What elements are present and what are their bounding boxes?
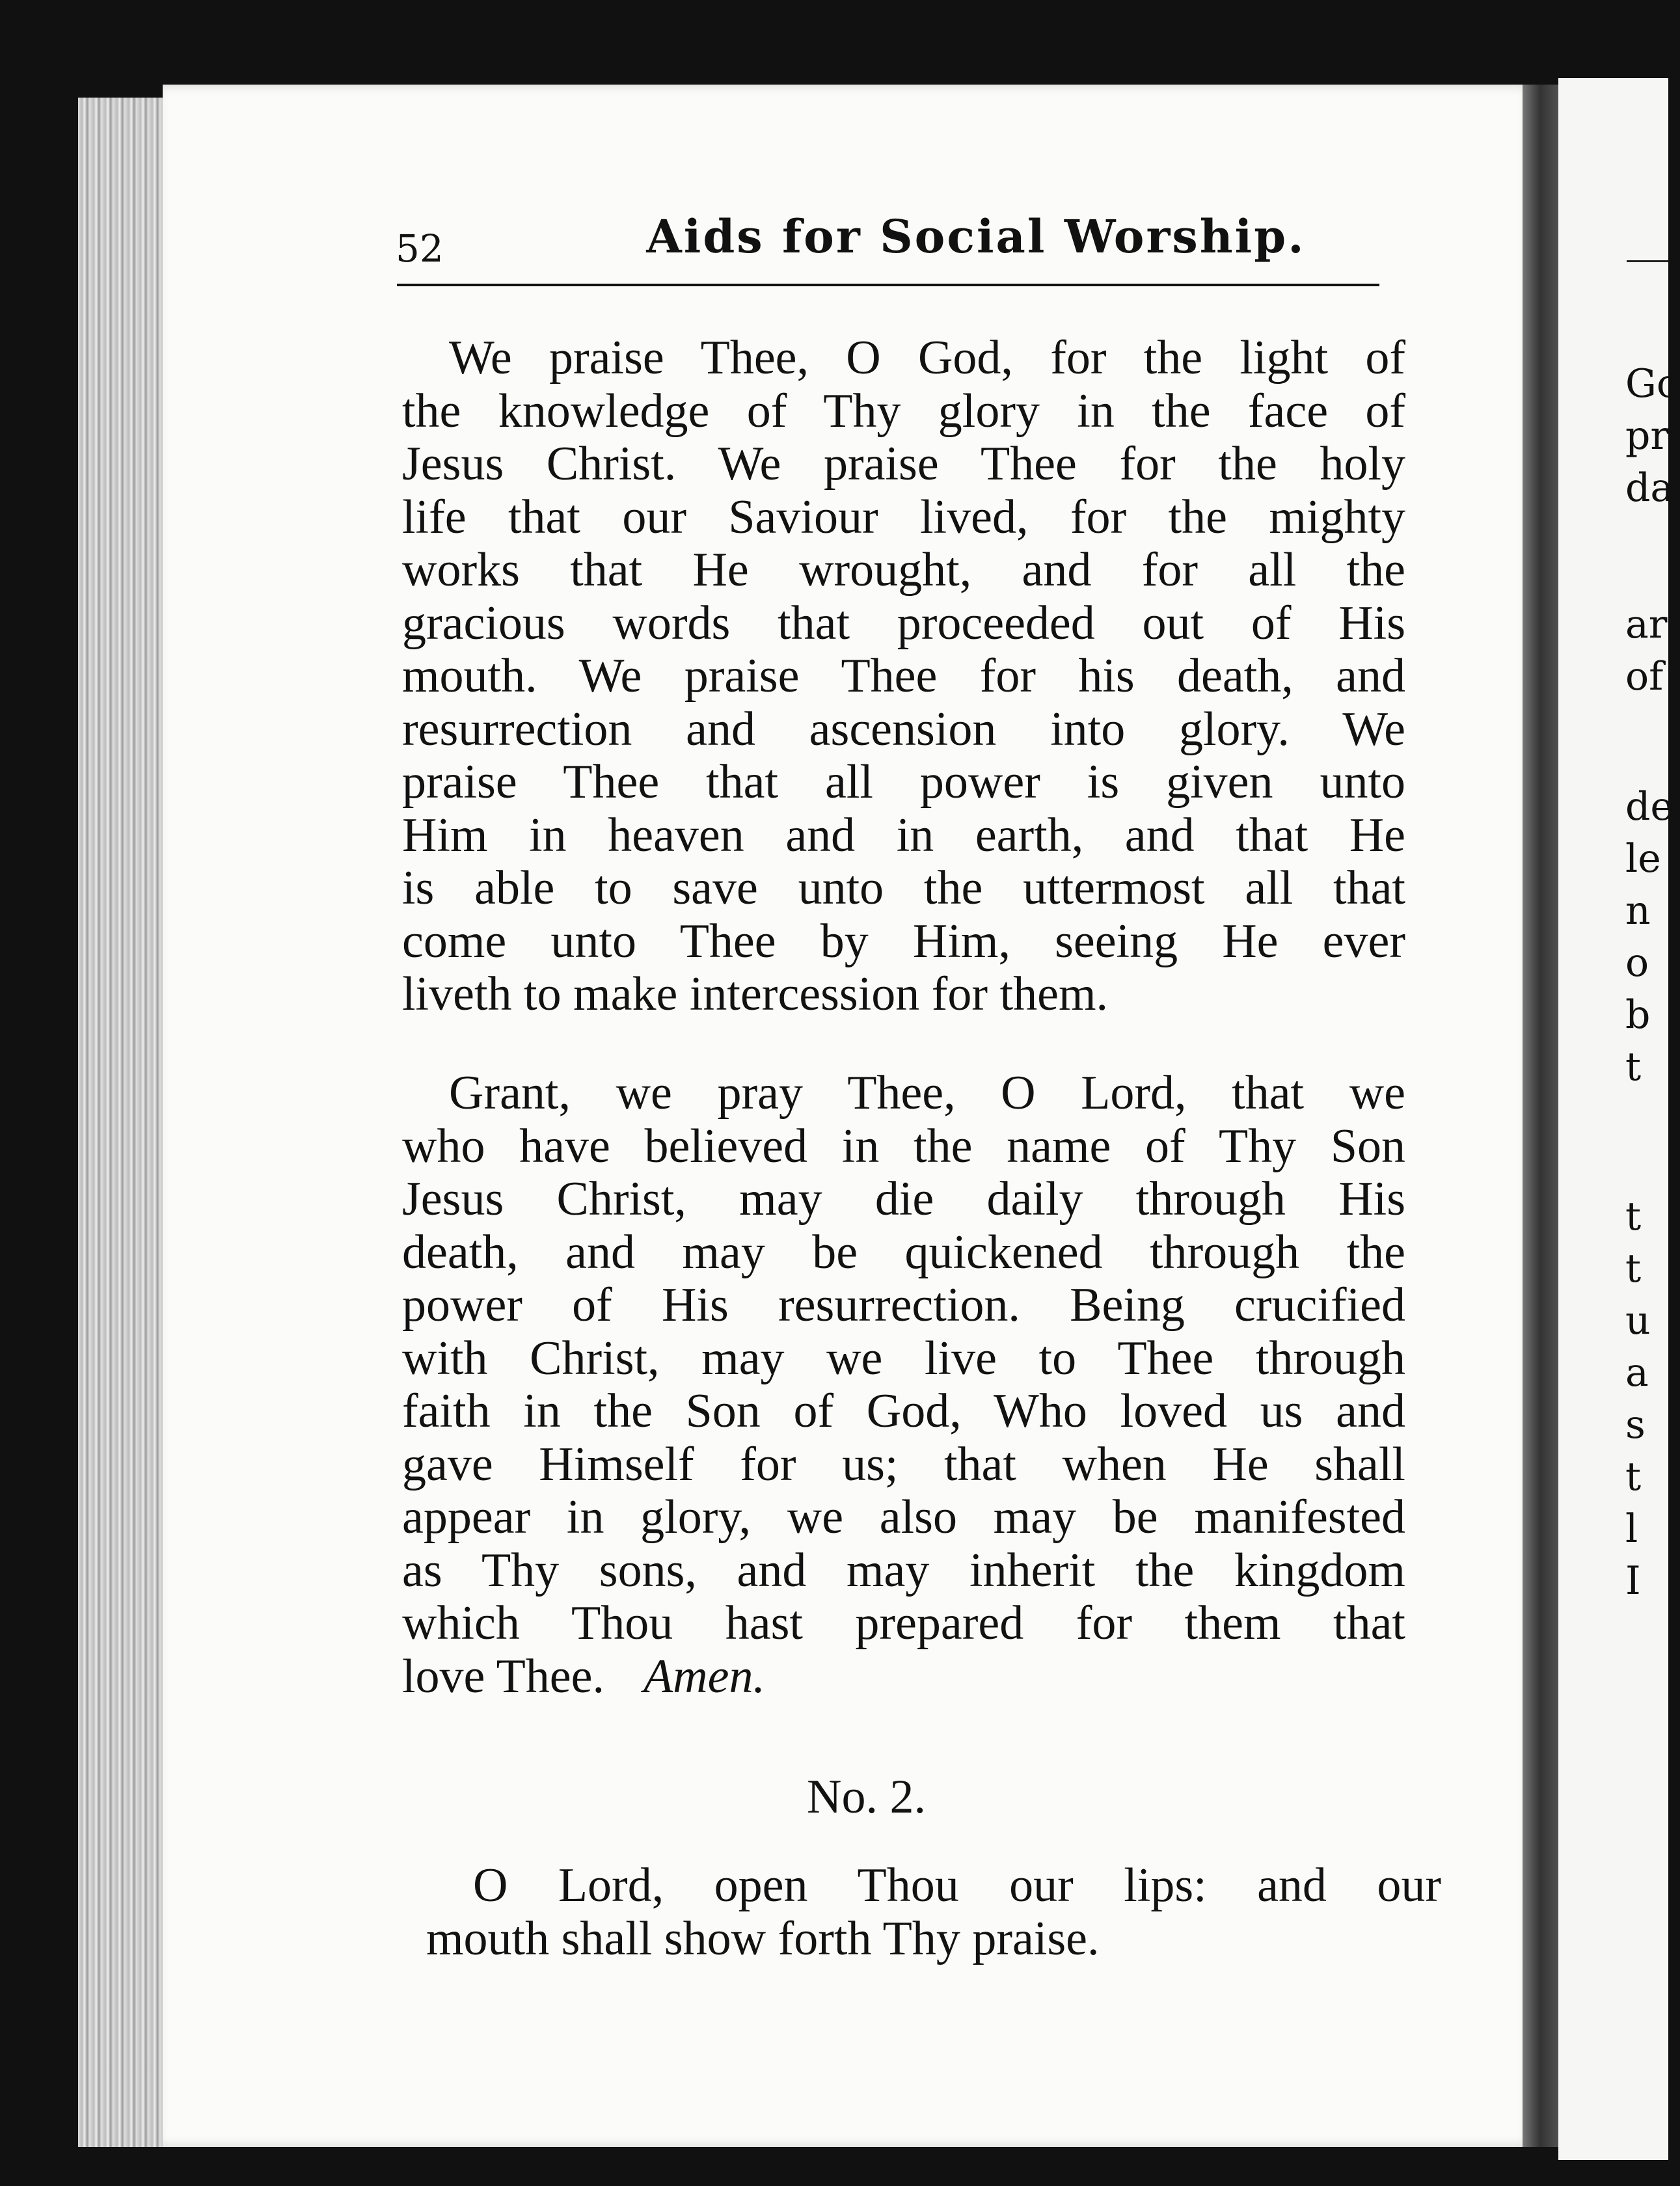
text-line: faith in the Son of God, Who loved us and: [402, 1384, 1405, 1438]
right-page-fragment: u: [1625, 1298, 1651, 1343]
text-line: O Lord, open Thou our lips: and our: [473, 1859, 1441, 1912]
text-line: We praise Thee, O God, for the light of: [449, 331, 1405, 385]
paragraph-praise: [402, 332, 1405, 1021]
right-page-fragment: t: [1625, 1044, 1642, 1090]
head-rule: [397, 284, 1379, 286]
right-page-fragment: t: [1625, 1246, 1642, 1291]
text-line: Grant, we pray Thee, O Lord, that we: [449, 1066, 1405, 1120]
right-page-fragment: s: [1625, 1402, 1646, 1448]
text-line: Jesus Christ, may die daily through His: [402, 1172, 1405, 1226]
text-line: praise Thee that all power is given unto: [402, 755, 1405, 809]
text-line: as Thy sons, and may inherit the kingdom: [402, 1543, 1405, 1597]
text-line: Him in heaven and in earth, and that He: [402, 808, 1405, 862]
right-page-fragment: t: [1625, 1454, 1642, 1500]
book-gutter: [1523, 85, 1562, 2147]
text-line: power of His resurrection. Being crucified: [402, 1278, 1405, 1332]
text-line: who have believed in the name of Thy Son: [402, 1119, 1405, 1173]
paragraph-grant: [402, 1067, 1405, 1703]
section-heading: No. 2.: [807, 1770, 926, 1824]
running-head-title: Aids for Social Worship.: [646, 209, 1306, 263]
right-page-fragment: a: [1625, 1350, 1649, 1396]
right-page-fragment: I: [1625, 1558, 1641, 1604]
right-page-fragment: de: [1625, 784, 1673, 830]
right-page-fragment: le: [1625, 836, 1661, 882]
right-page-fragment: o: [1625, 940, 1649, 986]
right-page-fragment: t: [1625, 1194, 1642, 1239]
text-line: love Thee. Amen.: [402, 1649, 765, 1703]
text-line: resurrection and ascension into glory. We: [402, 702, 1405, 756]
text-line: with Christ, may we live to Thee through: [402, 1331, 1405, 1385]
text-line: mouth. We praise Thee for his death, and: [402, 649, 1405, 703]
right-page-fragment: l: [1625, 1506, 1638, 1552]
text-line: gracious words that proceeded out of His: [402, 596, 1405, 650]
right-page-fragment: n: [1625, 888, 1651, 934]
amen-text: Amen.: [643, 1649, 765, 1703]
right-page-fragment: pr: [1625, 413, 1670, 459]
paragraph-lips: [426, 1859, 1441, 1965]
text-line: works that He wrought, and for all the: [402, 543, 1405, 597]
text-line: Jesus Christ. We praise Thee for the holy: [402, 437, 1405, 491]
page-number: 52: [396, 226, 444, 271]
right-page-fragment: da: [1625, 465, 1674, 511]
page-edges: [78, 98, 169, 2147]
text-line: come unto Thee by Him, seeing He ever: [402, 914, 1405, 968]
text-line: is able to save unto the uttermost all that: [402, 861, 1405, 915]
right-page-fragment: Go: [1625, 361, 1680, 407]
text-line: gave Himself for us; that when He shall: [402, 1437, 1405, 1491]
right-page-fragment: ar: [1625, 602, 1668, 647]
right-page-fragment: of: [1625, 654, 1664, 699]
text-line: the knowledge of Thy glory in the face of: [402, 384, 1405, 438]
text-line: death, and may be quickened through the: [402, 1225, 1405, 1279]
text-line: life that our Saviour lived, for the mighty: [402, 490, 1405, 544]
text-line: mouth shall show forth Thy praise.: [426, 1911, 1100, 1965]
text-line: appear in glory, we also may be manifested: [402, 1491, 1405, 1544]
right-page-head-rule: [1627, 260, 1668, 262]
text-line: liveth to make intercession for them.: [402, 967, 1109, 1021]
text-line: which Thou hast prepared for them that: [402, 1597, 1405, 1650]
right-page-fragment: b: [1625, 992, 1651, 1038]
